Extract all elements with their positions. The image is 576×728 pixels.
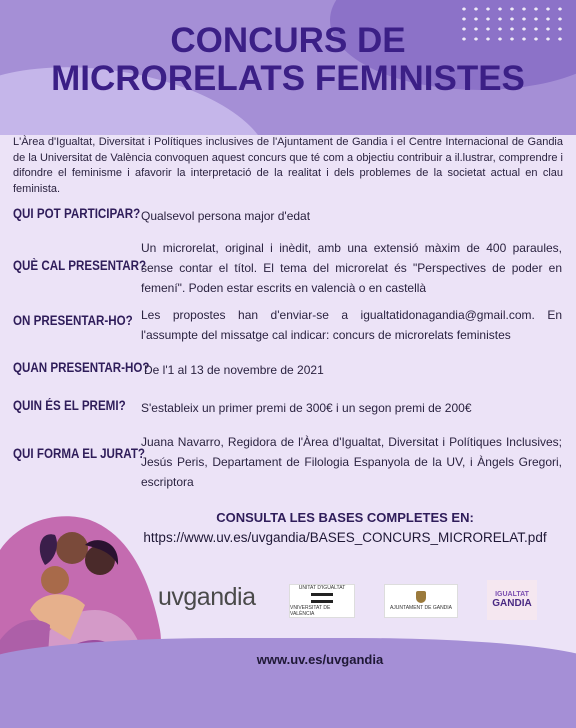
section-answer: Qualsevol persona major d'edat xyxy=(141,209,311,223)
section-question: QUIN ÉS EL PREMI? xyxy=(13,398,126,413)
section-answer: Juana Navarro, Regidora de l'Àrea d'Igualtat, Diversitat i Polítiques Inclusives; Jesús Peris, Departament de Filologia Espanyola de la UV, i Àngels Gregori, escriptora xyxy=(141,435,562,489)
ajuntament-label: AJUNTAMENT DE GANDIA xyxy=(389,605,453,611)
consulta-label: CONSULTA LES BASES COMPLETES EN: xyxy=(216,510,474,525)
footer-website-link[interactable]: www.uv.es/uvgandia xyxy=(256,652,384,667)
gandia-label: GANDIA xyxy=(492,598,532,609)
consulta-block xyxy=(120,508,570,548)
section-answer: S'estableix un primer premi de 300€ i un segon premi de 200€ xyxy=(141,401,472,415)
section-question: ON PRESENTAR-HO? xyxy=(13,313,133,328)
equals-icon xyxy=(311,593,333,596)
igualtat-gandia-logo xyxy=(487,580,537,620)
section-answer xyxy=(141,305,562,345)
page-title xyxy=(0,22,576,98)
igualtat-label: IGUALTAT xyxy=(495,591,529,598)
header-banner xyxy=(0,0,576,135)
answer-text: Les propostes han d'enviar-se a igualtatidonagandia@gmail.com. En l'assumpte del missatge cal indicar: concurs de microrelats feministes xyxy=(141,308,562,342)
crest-icon xyxy=(416,591,426,603)
bases-link[interactable]: https://www.uv.es/uvgandia/BASES_CONCURS_MICRORELAT.pdf xyxy=(143,530,547,545)
section-question: QUI POT PARTICIPAR? xyxy=(13,206,141,221)
section-answer: Un microrelat, original i inèdit, amb una extensió màxim de 400 paraules, sense contar el títol. El tema del microrelat és "Perspectives de poder en femení". Poden estar escrits en valencià o en castellà xyxy=(141,241,562,295)
intro-paragraph: L'Àrea d'Igualtat, Diversitat i Polítiques inclusives de l'Ajuntament de Gandia i el Centre Internacional de Gandia de la Universitat de València convoquen aquest concurs que té com a objectiu contribuir a il.lustrar, comprendre i difondre el feminisme i afavorir la interpretació de la realitat i dels problemes de la societat actual en clau feminista. xyxy=(13,136,563,195)
unitat-subtitle: VNIVERSITAT DE VALÈNCIA xyxy=(290,605,331,617)
section-question: QUAN PRESENTAR-HO? xyxy=(13,360,150,375)
unitat-title: UNITAT D'IGUALTAT xyxy=(298,585,346,591)
unitat-igualtat-logo xyxy=(289,584,355,618)
section-question: QUI FORMA EL JURAT? xyxy=(13,446,146,461)
equals-icon xyxy=(311,600,333,603)
section-question: QUÈ CAL PRESENTAR? xyxy=(13,258,147,273)
title-line-1: CONCURS DE xyxy=(170,21,406,60)
section-answer: De l'1 al 13 de novembre de 2021 xyxy=(144,363,324,377)
ajuntament-gandia-logo xyxy=(384,584,458,618)
uvgandia-logo: uvgandia xyxy=(158,583,256,611)
title-line-2: MICRORELATS FEMINISTES xyxy=(51,59,525,98)
